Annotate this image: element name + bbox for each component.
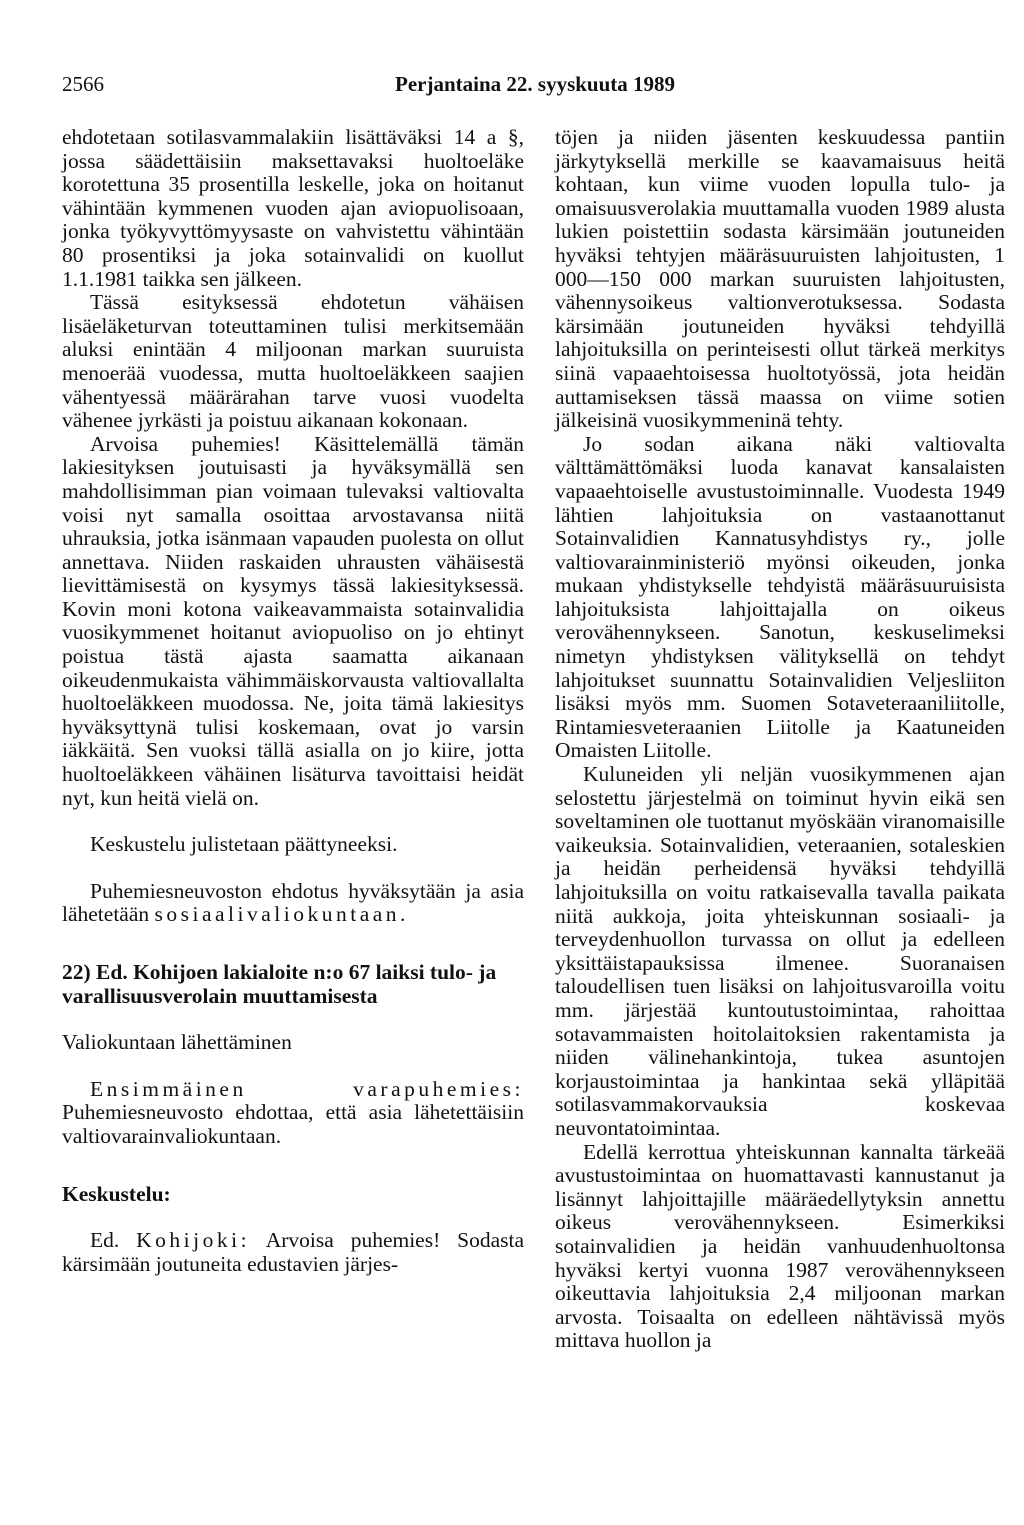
paragraph: Jo sodan aikana näki valtiovalta välttämättömäksi luoda kanavat kansalaisten vapaaehtoiselle avustustoiminnalle. Vuodesta 1949 lähtien lahjoituksia on vastaanottanut Sotainvalidien Kannatusyhdistys ry., jolle valtiovarainministeriö myönsi oikeuden, jonka mukaan yhdistykselle tehdyistä määräsuuruisista lahjoituksista lahjoittajalla on oikeus verovähennykseen. Sanotun, keskuselimeksi nimetyn yhdistyksen välityksellä on tehdyt lahjoitukset suunnattu Sotainvalidien Veljesliiton lisäksi myös mm. Suomen Sotaveteraaniliitolle, Rintamiesveteraanien Liitolle ja Kaatuneiden Omaisten Liitolle. bbox=[555, 431, 1005, 763]
page-number: 2566 bbox=[62, 72, 104, 96]
subheading: Valiokuntaan lähettäminen bbox=[62, 1030, 292, 1055]
discussion-label: Keskustelu: bbox=[62, 1181, 171, 1206]
paragraph: ehdotetaan sotilasvammalakiin lisättäväksi 14 a §, jossa säädettäisiin maksettavaksi huoltoeläke korotettuna 35 prosentilla leskelle, joka on hoitanut vähintään kymmenen vuoden ajan aviopuolisoaan, jonka työkyvyttömyysaste on vahvistettu vähintään 80 prosentiksi ja joka sotainvalidi on kuollut 1.1.1981 taikka sen jälkeen. bbox=[62, 125, 524, 291]
section-heading: 22) Ed. Kohijoen lakialoite n:o 67 laiksi tulo- ja varallisuusverolain muuttamisesta bbox=[62, 960, 497, 1008]
running-head: Perjantaina 22. syyskuuta 1989 bbox=[395, 72, 676, 96]
decision-text: Puhemiesneuvoston ehdotus hyväksytään ja asia lähetetään bbox=[62, 878, 524, 927]
paragraph bbox=[62, 1229, 524, 1276]
speaker-name: Kohijoki: bbox=[136, 1228, 251, 1253]
paragraph: töjen ja niiden jäsenten keskuudessa pantiin järkytyksellä merkille se kaavamaisuus heitä kohtaan, kun viime vuoden lopulla tulo- ja omaisuusverolakia muuttamalla vuoden 1989 alusta lukien poistettiin sodasta kärsimään joutuneiden hyväksi tehtyjen määräsuuruisten lahjoitusten, 1 000—150 000 markan suuruisten lahjoitusten, vähennysoikeus valtionverotuksessa. Sodasta kärsimään joutuneiden hyväksi tehdyillä lahjoituksilla on perinteisesti ollut tärkeä merkitys siinä vapaaehtoisessa huoltotyössä, jota heidän auttamiseksen tässä maassa on viime sotien jälkeisinä vuosikymmeninä tehty. bbox=[555, 125, 1005, 433]
paragraph: Tässä esityksessä ehdotetun vähäisen lisäeläketurvan toteuttaminen tulisi merkitsemään aluksi enintään 4 miljoonan markan suuruista menoerää vuodessa, mutta huoltoeläkkeen saajien vähentyessä määrärahan tarve vuosi vuodelta vähenee jyrkästi ja poistuu aikanaan kokonaan. bbox=[62, 290, 524, 433]
speaker-name: Ensimmäinen varapuhemies: bbox=[90, 1076, 524, 1101]
paragraph bbox=[62, 1078, 524, 1149]
right-column bbox=[555, 126, 1005, 1353]
left-column bbox=[62, 126, 524, 1276]
committee-name: sosiaalivaliokuntaan. bbox=[154, 902, 409, 927]
speech-text: Arvoisa puhemies! Sodasta kärsimään joutuneita edustavien järjes- bbox=[62, 1228, 525, 1276]
paragraph: Arvoisa puhemies! Käsittelemällä tämän lakiesityksen joutuisasti ja hyväksymällä sen mahdollisimman pian voimaan tulevaksi valtiovalta voisi nyt samalla osoittaa arvostavansa niitä uhrauksia, jotka isänmaan vapauden puolesta on ollut annettava. Niiden raskaiden uhrausten vähäisestä lievittämisestä on kysymys tässä lakiesityksessä. Kovin moni kotona vaikeavammaista sotainvalidia vuosikymmenet hoitanut aviopuoliso on jo ehtinyt poistua tästä ajasta saamatta aikanaan oikeudenmukaista vähimmäiskorvausta valtiovallalta huoltoeläkkeen muodossa. Ne, joita tämä lakiesitys hyväksyttynä tulisi koskemaan, ovat jo varsin iäkkäitä. Sen vuoksi tällä asialla on jo kiire, jotta huoltoeläkkeen vähäinen lisäturva tavoittaisi heidät nyt, kun heitä vielä on. bbox=[62, 431, 524, 810]
page-header bbox=[0, 72, 1024, 102]
speech-text: Puhemiesneuvosto ehdottaa, että asia lähetettäisiin valtiovarainvaliokuntaan. bbox=[62, 1100, 524, 1148]
speaker-prefix: Ed. bbox=[90, 1228, 137, 1253]
paragraph: Keskustelu julistetaan päättyneeksi. bbox=[90, 832, 398, 857]
paragraph: Kuluneiden yli neljän vuosikymmenen ajan selostettu järjestelmä on toiminut hyvin eikä sen soveltaminen ole tuottanut myöskään viranomaisille vaikeuksia. Sotainvalidien, veteraanien, sotaleskien ja heidän perheidensä hyväksi tehdyillä lahjoituksilla on voitu ratkaisevalla tavalla paikata niitä aukkoja, joita yhteiskunnan sosiaali- ja terveydenhuollon turvassa on ollut ja edelleen yksittäistapauksissa ilmenee. Suoranaisen taloudellisen tuen lisäksi on lahjoitusvaroilla voitu mm. järjestää kuntoutustoimintaa, rahoittaa sotavammaisten hoitolaitoksien rakentamista ja niiden välinehankintoja, tukea asuntojen korjaustoimintaa ja hankintaa sekä ylläpitää sotilasvammakorvauksia koskevaa neuvontatoimintaa. bbox=[555, 762, 1005, 1140]
paragraph: Edellä kerrottua yhteiskunnan kannalta tärkeää avustustoimintaa on huomattavasti kannustanut ja lisännyt lahjoittajille määräedellytyksin annettu oikeus verovähennykseen. Esimerkiksi sotainvalidien ja heidän vanhuudenhuoltonsa hyväksi kertyi vuonna 1987 verovähennykseen oikeuttavia lahjoituksia 2,4 miljoonan markan arvosta. Toisaalta on edelleen nähtävissä myös mittava huollon ja bbox=[555, 1139, 1005, 1353]
paragraph bbox=[62, 880, 524, 927]
